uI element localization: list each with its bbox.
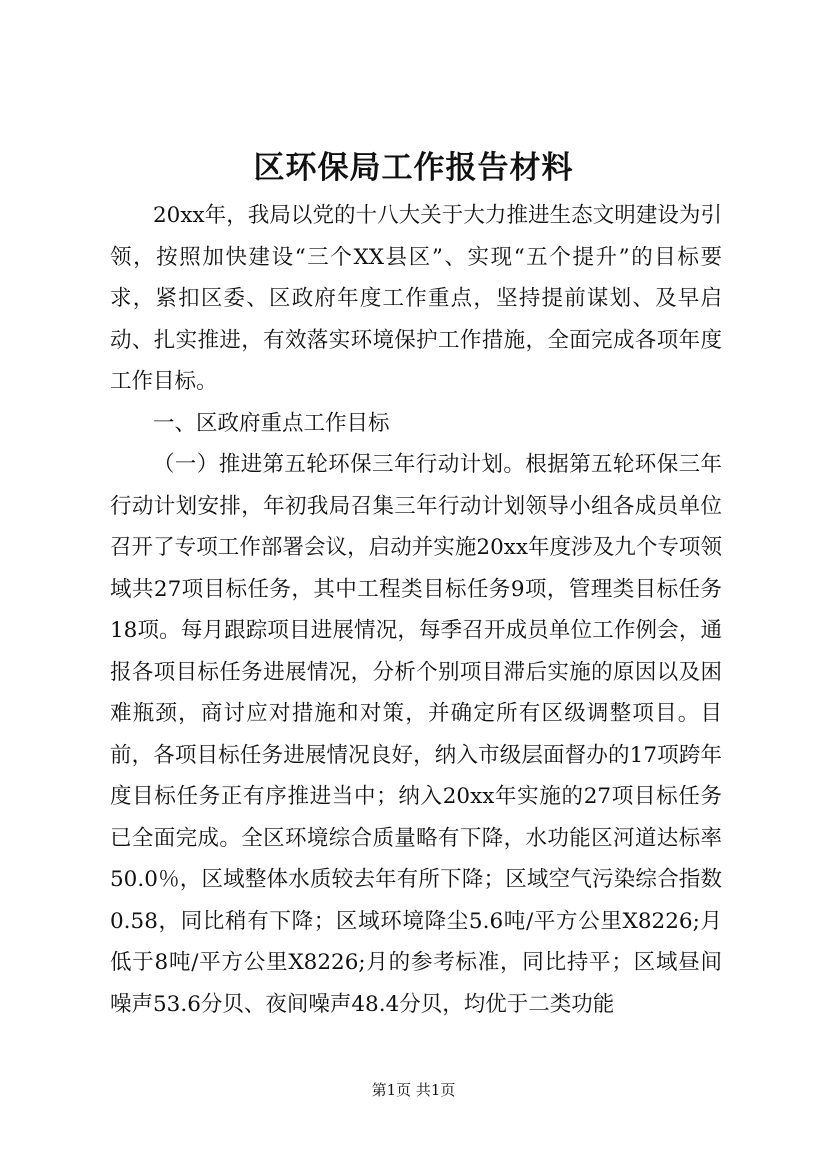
paragraph-intro: 20xx年，我局以党的十八大关于大力推进生态文明建设为引领，按照加快建设“三个XX县区”、实现“五个提升”的目标要求，紧扣区委、区政府年度工作重点，坚持提前谋划、及早启动、扎实推进，有效落实环境保护工作措施，全面完成各项年度工作目标。: [110, 203, 722, 394]
page-footer: 第1页 共1页: [371, 1081, 456, 1099]
document-body: [110, 195, 722, 1025]
document-title: 区环保局工作报告材料: [253, 150, 574, 186]
section-heading: 一、区政府重点工作目标: [153, 410, 390, 436]
paragraph-action-plan: （一）推进第五轮环保三年行动计划。根据第五轮环保三年行动计划安排，年初我局召集三年行动计划领导小组各成员单位召开了专项工作部署会议，启动并实施20xx年度涉及九个专项领域共27项目标任务，其中工程类目标任务9项，管理类目标任务18项。每月跟踪项目进展情况，每季召开成员单位工作例会，通报各项目标任务进展情况，分析个别项目滞后实施的原因以及困难瓶颈，商讨应对措施和对策，并确定所有区级调整项目。目前，各项目标任务进展情况良好，纳入市级层面督办的17项跨年度目标任务正有序推进当中；纳入20xx年实施的27项目标任务已全面完成。全区环境综合质量略有下降，水功能区河道达标率50.0％，区域整体水质较去年有所下降；区域空气污染综合指数0.58，同比稍有下降；区域环境降尘5.6吨/平方公里X8226;月低于8吨/平方公里X8226;月的参考标准，同比持平；区域昼间噪声53.6分贝、夜间噪声48.4分贝，均优于二类功能: [110, 452, 722, 1017]
